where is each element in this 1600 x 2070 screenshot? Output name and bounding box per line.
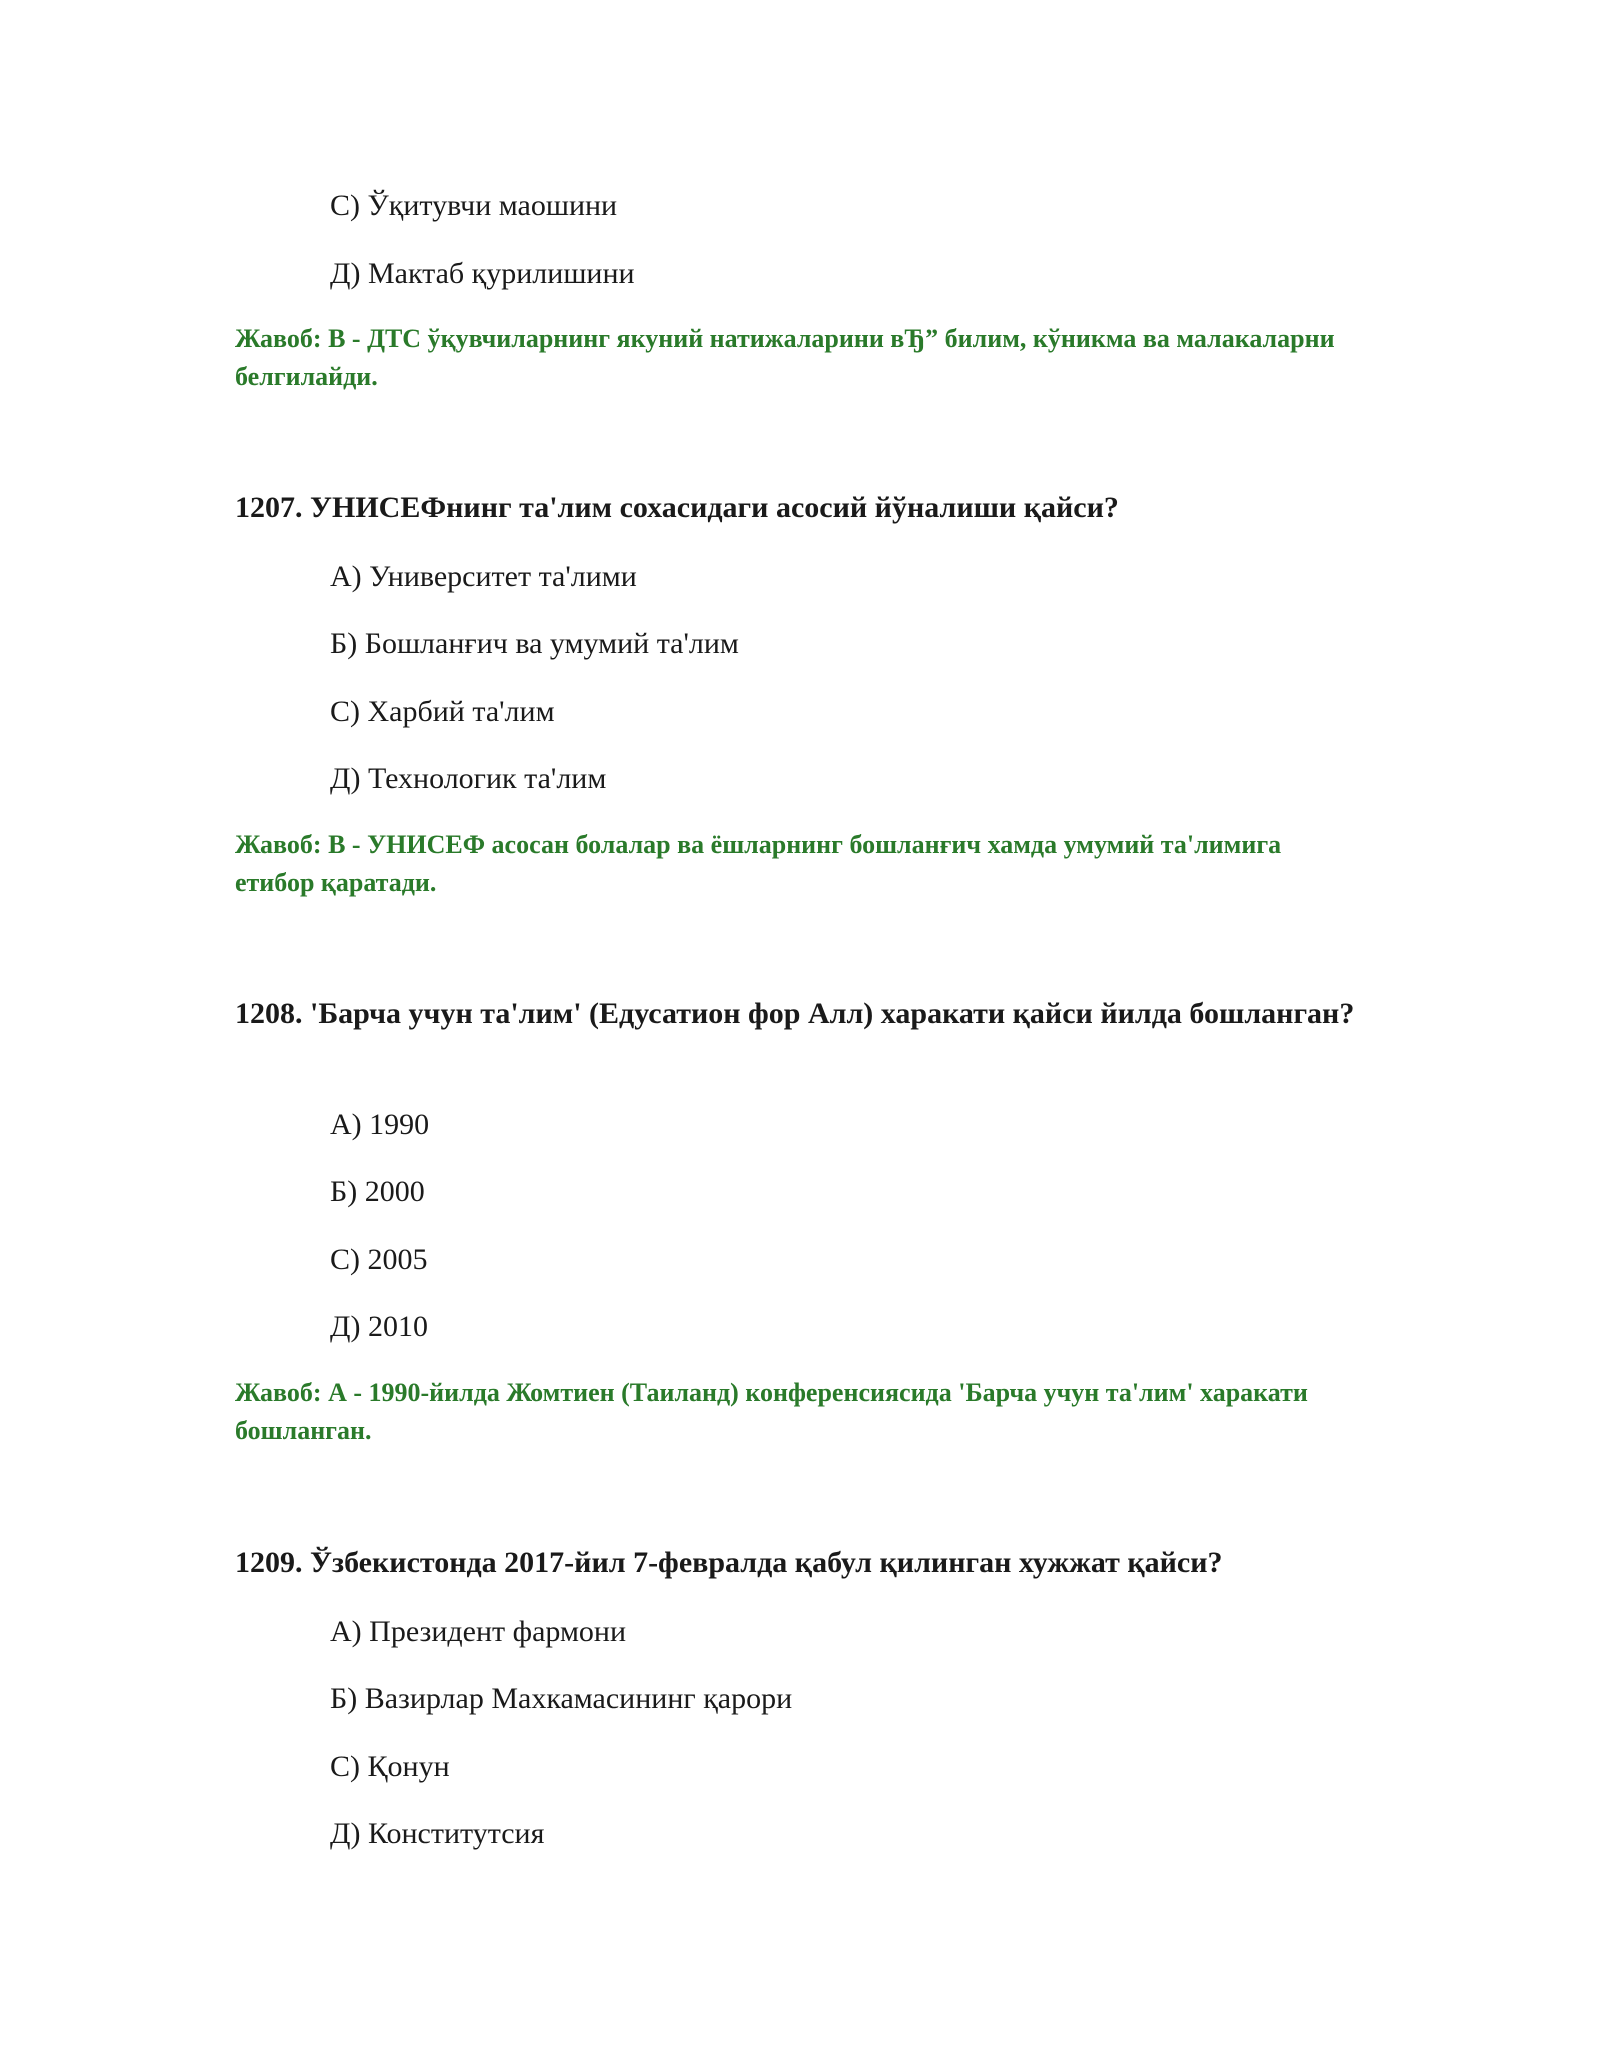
option-d: Д) Конститутсия: [330, 1817, 545, 1850]
option-b: Б) Вазирлар Махкамасининг қарори: [330, 1682, 793, 1715]
answer-text: Жавоб: В - УНИСЕФ асосан болалар ва ёшларнинг бошланғич хамда умумий та'лимига етибор қаратади.: [235, 830, 1282, 897]
option-c: С) Ўқитувчи маошини: [330, 189, 618, 222]
answer-text: Жавоб: А - 1990-йилда Жомтиен (Таиланд) конференсиясида 'Барча учун та'лим' харакати бошланган.: [235, 1378, 1308, 1445]
option-a: А) Президент фармони: [330, 1615, 627, 1648]
question-1207: 1207. УНИСЕФнинг та'лим сохасидаги асосий йўналиши қайси?: [235, 491, 1119, 524]
answer-text: Жавоб: В - ДТС ўқувчиларнинг якуний натижаларини вЂ” билим, кўникма ва малакаларни белгилайди.: [235, 324, 1335, 391]
option-c: С) Қонун: [330, 1750, 450, 1783]
question-1208: 1208. 'Барча учун та'лим' (Едусатион фор Алл) харакати қайси йилда бошланган?: [235, 997, 1355, 1030]
option-d: Д) 2010: [330, 1310, 428, 1343]
option-d: Д) Технологик та'лим: [330, 762, 607, 795]
option-a: А) Университет та'лими: [330, 560, 637, 593]
option-d: Д) Мактаб қурилишини: [330, 257, 635, 290]
option-c: С) Харбий та'лим: [330, 695, 555, 728]
option-c: С) 2005: [330, 1243, 428, 1276]
option-a: А) 1990: [330, 1108, 430, 1141]
question-1209: 1209. Ўзбекистонда 2017-йил 7-февралда қабул қилинган хужжат қайси?: [235, 1546, 1223, 1579]
option-b: Б) 2000: [330, 1175, 425, 1208]
option-b: Б) Бошланғич ва умумий та'лим: [330, 627, 739, 660]
